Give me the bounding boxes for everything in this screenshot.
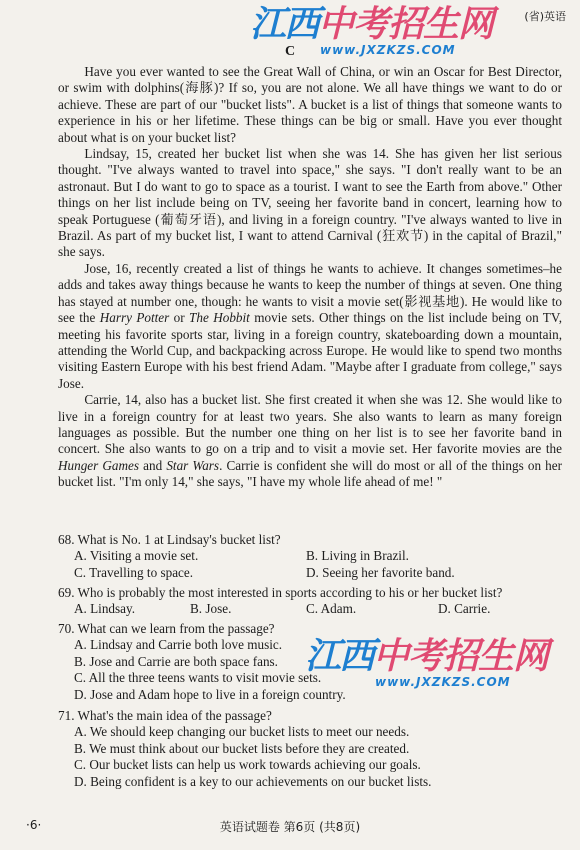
watermark-brand-b: 中考招生网 [373, 636, 549, 677]
watermark-url: www.JXZKZS.COM [320, 43, 456, 57]
option-a[interactable]: A. Visiting a movie set. [74, 548, 199, 564]
paragraph-3-or: or [169, 310, 190, 326]
paragraph-3-text-b: movie sets. Other things on the list include being on TV, meeting his favorite sports star, living in a foreign country, skateboarding down a mountain, attending the World Cup, and backpacking across Europe. He would like to spend two months visiting Eastern Europe with his best friend Adam. "Maybe after I graduate from college," says Jose. [58, 310, 562, 391]
question-69 [58, 585, 558, 618]
title-the-hobbit: The Hobbit [189, 310, 250, 326]
option-b[interactable]: B. Jose and Carrie are both space fans. [74, 653, 278, 669]
paragraph-1: Have you ever wanted to see the Great Wall of China, or win an Oscar for Best Director, or swim with dolphins(海豚)? If so, you are not alone. We all have things we want to do or achieve. These are part of our "bucket lists". A bucket is a list of things that someone wants to experience in his or her lifetime. These things can be big or small. Have you ever thought about what is on your bucket list? [58, 64, 562, 145]
option-c[interactable]: C. Our bucket lists can help us work towards achieving our goals. [74, 757, 421, 773]
option-c[interactable]: C. All the three teens wants to visit movie sets. [74, 670, 322, 686]
page-marker: ·6· [26, 818, 42, 832]
option-a[interactable]: A. Lindsay. [74, 601, 136, 617]
option-c[interactable]: C. Adam. [306, 601, 357, 617]
paragraph-4-text-a: Carrie, 14, also has a bucket list. She first created it when she was 12. She would like to live in a foreign country for at least two years. She also wants to learn as many foreign languages as possible. But the number one thing on her list is to see her favorite band in concert. She also wants to go on a trip and to visit a movie set. Her favorite movies are the [58, 392, 562, 457]
question-68 [58, 532, 558, 581]
option-d[interactable]: D. Carrie. [438, 601, 491, 617]
option-b[interactable]: B. We must think about our bucket lists before they are created. [74, 740, 410, 756]
option-c[interactable]: C. Travelling to space. [74, 564, 194, 580]
section-heading: C [284, 44, 296, 59]
question-71 [58, 708, 558, 790]
title-hunger-games: Hunger Games [58, 457, 140, 473]
option-d[interactable]: D. Seeing her favorite band. [306, 564, 455, 580]
paragraph-2: Lindsay, 15, created her bucket list when she was 14. She has given her list serious thought. "I've always wanted to travel into space," she says. "I don't really want to be an astronaut. But I do want to go to space as a tourist. I want to see the Earth from above." Other things on her list include being on TV, seeing her favorite band in concert, learning how to speak Portuguese (葡萄牙语), and living in a foreign country. "I've always wanted to live in Brazil. As part of my bucket list, I want to attend Carnival (狂欢节) in the capital of Brazil," she says. [58, 146, 562, 260]
paragraph-4-text-b: . Carrie is confident she will do most or all of the things on her bucket list. "I'm only 14," she says, "I have my whole life ahead of me! " [58, 457, 562, 490]
question-stem: 71. What's the main idea of the passage? [58, 708, 272, 723]
paragraph-3 [58, 261, 562, 392]
paragraph-3-text-a: Jose, 16, recently created a list of things he wants to achieve. It changes sometimes–he adds and takes away things because he wants to keep the number of things at seven. One thing has stayed at number one, though: he wants to visit a movie set(影视基地). He would like to see the [58, 260, 562, 326]
page-caption: 英语试题卷 第6页 (共8页) [219, 820, 361, 834]
option-b[interactable]: B. Living in Brazil. [306, 548, 409, 564]
option-b[interactable]: B. Jose. [190, 601, 232, 617]
option-a[interactable]: A. We should keep changing our bucket lists to meet our needs. [74, 724, 410, 740]
question-stem: 69. Who is probably the most interested in sports according to his or her bucket list? [58, 585, 503, 600]
question-stem: 68. What is No. 1 at Lindsay's bucket list? [58, 532, 281, 547]
reading-passage [58, 64, 562, 491]
title-star-wars: Star Wars [166, 457, 220, 473]
watermark-brand-b: 中考招生网 [318, 4, 494, 45]
question-stem: 70. What can we learn from the passage? [58, 621, 275, 636]
watermark-url: www.JXZKZS.COM [375, 675, 511, 689]
option-d[interactable]: D. Jose and Adam hope to live in a foreign country. [74, 686, 346, 702]
paragraph-4 [58, 392, 562, 490]
watermark-brand-a: 江西 [250, 4, 319, 45]
option-d[interactable]: D. Being confident is a key to our achievements on our bucket lists. [74, 773, 432, 789]
watermark-logo-2 [305, 628, 548, 689]
paragraph-4-and: and [139, 457, 167, 473]
option-a[interactable]: A. Lindsay and Carrie both love music. [74, 637, 283, 653]
watermark-brand-a: 江西 [305, 636, 374, 677]
title-harry-potter: Harry Potter [99, 310, 170, 326]
subject-header: (省)英语 [524, 10, 566, 23]
